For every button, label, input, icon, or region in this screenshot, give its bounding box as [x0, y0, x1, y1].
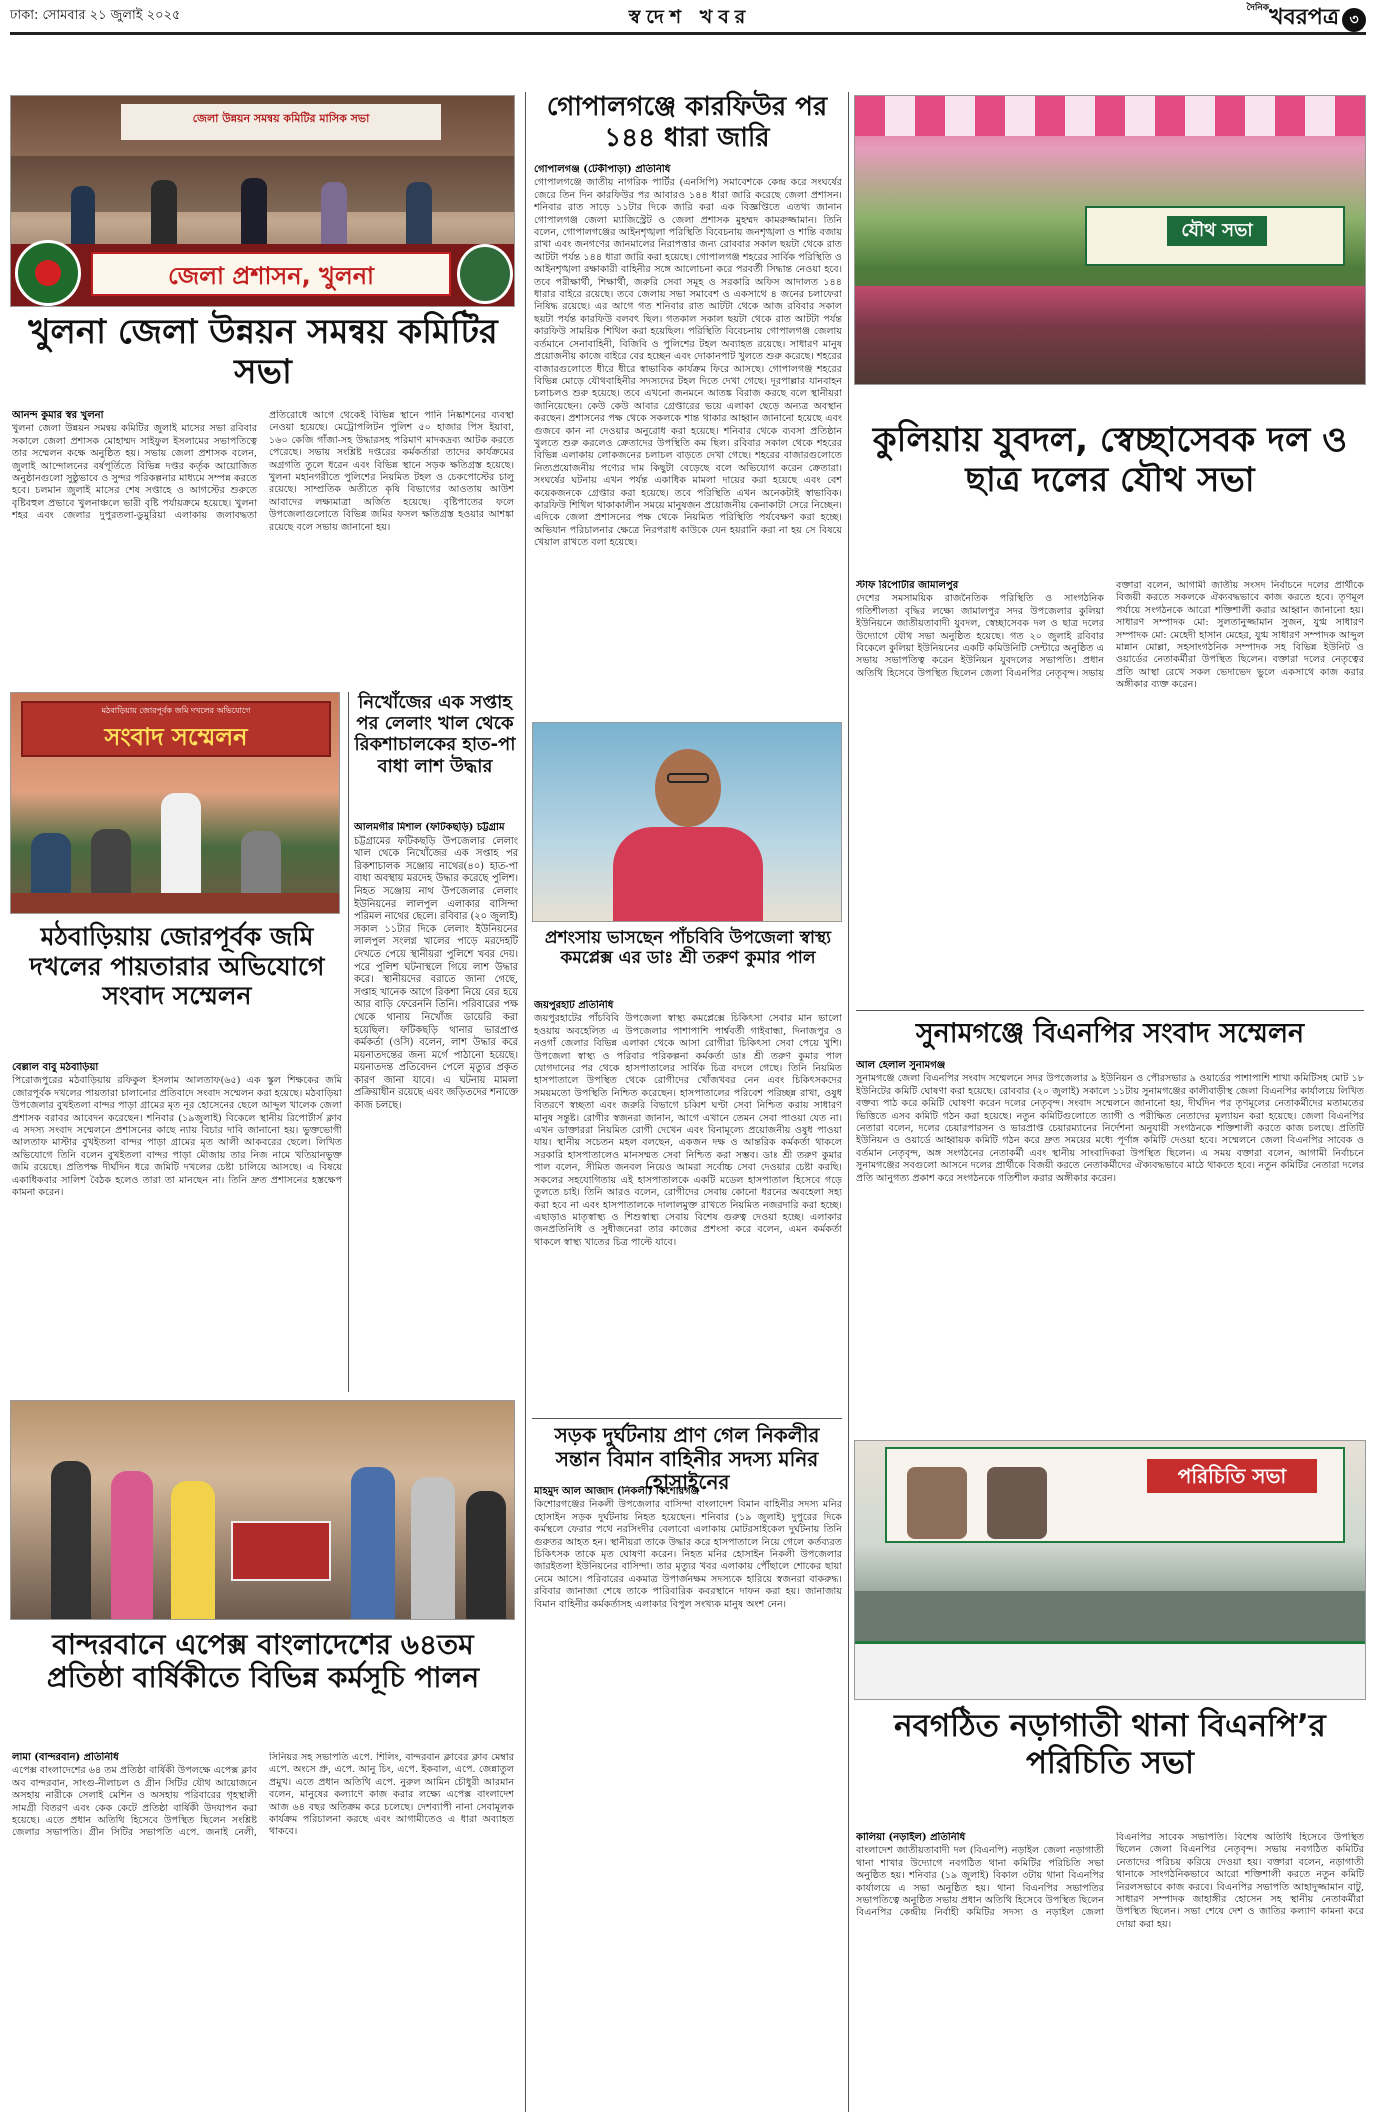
person-silhouette [151, 180, 177, 246]
person-silhouette [111, 1471, 153, 1620]
press-banner [21, 701, 331, 757]
story-divider [532, 1418, 842, 1419]
bandarban-body: এপেক্স বাংলাদেশের ৬৪ তম প্রতিষ্ঠা বার্ষিকী উপলক্ষে এপেক্স ক্লাব অব বান্দরবান, সাংগু-নীলাচল ও গ্রীন সিটির যৌথ আয়োজনে অসহায় নারীকে সেলাই মেশিন ও অসহায় পরিবারের গৃহস্থালী সামগ্রী বিতরণ এবং কেক কেটে প্রতিষ্ঠা বার্ষিকী উদযাপন করা হয়েছে। এতে প্রধান অতিথি হিসেবে উপস্থিত ছিলেন সংশ্লিষ্ট জেলার সভাপতি। গ্রীন সিটির সভাপতি এপে. জনাই নেলী, সিনিয়র সহ সভাপতি এপে. শিলিং, বান্দরবান ক্লাবের ক্লাব মেম্বার এপে. অংসে প্রু, এপে. আনু চিং, এপে. ইকবাল, এপে. জেন্নাতুল প্রমুখ। এতে প্রধান অতিথি এপে. নুরুল আমিন চৌধুরী আরমান বলেন, মানুষের কল্যাণে কাজ করার লক্ষ্যে এপেক্স বাংলাদেশ আজ ৬৪ বছর অতিক্রম করে চলেছে। দেশব্যাপী নানা সেবামূলক কার্যক্রম পরিচালনা করছে এবং আগামীতেও এ ধারা অব্যাহত থাকবে। [12, 1752, 514, 1839]
speaker-figure [161, 793, 201, 893]
nikhonj-body: চট্টগ্রামের ফটিকছড়ি উপজেলার লেলাং খাল থেকে নিখোঁজের এক সপ্তাহ পর রিকশাচালক সঞ্জোয় নাথের(৪০) হাত-পা বাধা অবস্থায় মরদেহ উদ্ধার করেছে পুলিশ। নিহত সঞ্জোয় নাথ উপজেলার লেলাং ইউনিয়নের লালপুল এলাকার বাসিন্দা পরিমল নাথের ছেলে। রবিবার (২০ জুলাই) সকাল ১১টার দিকে লেলাং ইউনিয়নের লালপুল সংলগ্ন খালের পাড়ে মরদেহটি দেখতে পেয়ে স্থানীয়রা পুলিশে খবর দেয়। পরে পুলিশ ঘটনাস্থলে গিয়ে লাশ উদ্ধার করে। স্থানীয়দের বরাতে জানা গেছে, সপ্তাহ খানেক আগে রিকশা নিয়ে বের হয়ে আর বাড়ি ফেরেননি তিনি। পরিবারের পক্ষ থেকে থানায় নিখোঁজ ডায়েরি করা হয়েছিল। ফটিকছড়ি থানার ভারপ্রাপ্ত কর্মকর্তা (ওসি) বলেন, লাশ উদ্ধার করে ময়নাতদন্তের জন্য মর্গে পাঠানো হয়েছে। ময়নাতদন্ত প্রতিবেদন পেলে মৃত্যুর প্রকৃত কারণ জানা যাবে। এ ঘটনায় মামলা প্রক্রিয়াধীন রয়েছে এবং জড়িতদের শনাক্তে কাজ চলছে। [354, 835, 518, 1112]
meeting-banner-title: পরিচিতি সভা [1147, 1459, 1317, 1493]
matbaria-body: পিরোজপুরের মঠবাড়িয়ায় রফিকুল ইসলাম আলতাফ(৬৫) এক স্কুল শিক্ষকের জমি জোরপূর্বক দখলের পায়তারা চালানোর প্রতিবাদে সংবাদ সম্মেলন করা হয়েছে। মঠবাড়িয়া উপজেলার বুখইতলা বান্দর পাড়া গ্রামের মৃত নূর হোসেনের ছেলে আব্দুল খালেক জেলা প্রশাসক বরাবর আবেদন করেছেন। শনিবার (১৯জুলাই) বিকেলে স্থানীয় রিপোর্টার্স ক্লাব এ সদস্য সংবাদ সম্মেলনে প্রশাসনের কাছে ন্যায় বিচার দাবি জানানো হয়। ভুক্তভোগী আলতাফ মাস্টার বুখইতলা বান্দর পাড়া গ্রামের মৃত আলী আকবরের ছেলে। লিখিত অভিযোগে তিনি বলেন বুখইতলা বান্দর পাড়া মৌজায় তার নিজ নামে খতিয়ানভুক্ত জমি রয়েছে। প্রতিপক্ষ দীর্ঘদিন ধরে জমিটি দখলের চেষ্টা চালিয়ে আসছে। এ বিষয়ে একাধিকবার সালিশ বৈঠক হলেও তারা তা মানছেন না। তিনি দ্রুত প্রশাসনের হস্তক্ষেপ কামনা করেন। [12, 1075, 342, 1199]
rally-banner [1085, 206, 1345, 266]
meeting-backdrop-banner [885, 1447, 1345, 1543]
logo-text: খবরপত্র [1269, 5, 1339, 30]
table-cloth [11, 893, 340, 914]
nikhonj-article [354, 822, 518, 1392]
issue-date: ঢাকা: সোমবার ২১ জুলাই ২০২৫ [10, 8, 181, 23]
naragati-body: বাংলাদেশ জাতীয়তাবাদী দল (বিএনপি) নড়াইল জেলা নড়াগাতী থানা শাখার উদ্যোগে নবগঠিত থানা কমিটির পরিচিতি সভা অনুষ্ঠিত হয়। শনিবার (১৯ জুলাই) বিকাল ৩টায় থানা বিএনপির কার্যালয়ে এ সভা অনুষ্ঠিত হয়। থানা বিএনপির সভাপতির সভাপতিত্বে অনুষ্ঠিত সভায় প্রধান অতিথি হিসেবে উপস্থিত ছিলেন বিএনপির কেন্দ্রীয় নির্বাহী কমিটির সদস্য ও নড়াইল জেলা বিএনপির সাবেক সভাপতি। বিশেষ অতিথি হিসেবে উপস্থিত ছিলেন জেলা বিএনপির নেতৃবৃন্দ। সভায় নবগঠিত কমিটির নেতাদের পরিচয় করিয়ে দেওয়া হয়। বক্তারা বলেন, নড়াগাতী থানাকে সাংগঠনিকভাবে আরো শক্তিশালী করতে নতুন কমিটি নিরলসভাবে কাজ করবে। বিএনপির সভাপতি আহাদুজ্জামান বাটু, সাধারণ সম্পাদক জাহাঙ্গীর হোসেন সহ স্থানীয় নেতাকর্মীরা উপস্থিত ছিলেন। সভা শেষে দেশ ও জাতির কল্যাণ কামনা করে দোয়া করা হয়। [856, 1832, 1364, 1930]
person-silhouette [51, 1461, 91, 1620]
sunamganj-headline: সুনামগঞ্জে বিএনপির সংবাদ সম্মেলন [915, 1018, 1305, 1049]
doctor-article [534, 1000, 842, 1410]
section-title: স্বদেশ খবর [628, 6, 752, 28]
district-admin-banner: জেলা প্রশাসন, খুলনা [91, 252, 451, 296]
meeting-banner: জেলা উন্নয়ন সমন্বয় কমিটির মাসিক সভা [121, 104, 441, 140]
bandarban-byline: লামা (বান্দরবান) প্রতিনিধি [12, 1752, 119, 1763]
khulna-headline: খুলনা জেলা উন্নয়ন সমন্বয় কমিটির সভা [28, 312, 498, 393]
accident-article [534, 1486, 842, 2112]
rally-banner-title: যৌথ সভা [1167, 216, 1267, 246]
gopalganj-article [534, 164, 842, 714]
khulna-body: খুলনা জেলা উন্নয়ন সমন্বয় কমিটির জুলাই মাসের সভা রবিবার সকালে জেলা প্রশাসক মোহাম্মদ সাইফুল ইসলামের সভাপতিত্বে তার সম্মেলন কক্ষে অনুষ্ঠিত হয়। সভায় জেলা প্রশাসক বলেন, জুলাই আন্দোলনের বর্ষপূর্তিতে বিভিন্ন দপ্তর কর্তৃক আয়োজিত অনুষ্ঠানগুলো সুষ্ঠুভাবে ও সুন্দর পরিকল্পনার মাধ্যমে সম্পন্ন করতে হবে। চলমান জুলাই মাসের শেষ সপ্তাহে ও আগস্টের শুরুতে বৃষ্টিবহুল প্রভাবে খুলনাঞ্চলে ভারী বৃষ্টি পর্যায়ক্রমে হয়েছে। খুলনা শহর এবং জেলার দুপুরতলা-ডুমুরিয়া এলাকায় জলাবদ্ধতা প্রতিরোধে আগে থেকেই বিভিন্ন স্থানে পানি নিষ্কাশনের ব্যবস্থা নেওয়া হয়েছে। মেট্রোপলিটন পুলিশ ৫০ হাজার পিস ইয়াবা, ১৬০ কেজি গাঁজা-সহ উদ্ধারসহ পরিমাণ মাদকদ্রব্য আটক করতে পেরেছে। সভায় সংশ্লিষ্ট দপ্তরের কর্মকর্তারা তাদের কার্যক্রমের অগ্রগতি তুলে ধরেন এবং বিভিন্ন স্থানে সড়ক ক্ষতিগ্রস্ত হয়েছে। খুলনা মহানগরীতে পুলিশের নিয়মিত টহল ও চেকপোস্টের চালু রয়েছে। সাম্প্রতিক অতীতে কৃষি বিভাগের আওতায় আউশ আবাদের লক্ষ্যমাত্রা অর্জিত হয়েছে। বৃষ্টিপাতের ফলে উপজেলাগুলোতে বিভিন্ন জমির ফসল ক্ষতিগ্রস্ত হওয়ার আশঙ্কা রয়েছে বলে সভায় জানানো হয়। [12, 410, 514, 533]
column-divider [348, 692, 349, 1392]
accident-byline: মাহমুদ আল আজাদ (নিকলী) কিশোরগঞ্জ [534, 1486, 700, 1497]
doctor-body: জয়পুরহাটের পাঁচবিবি উপজেলা স্বাস্থ্য কমপ্লেক্সে চিকিৎসা সেবার মান ভালো হওয়ায় অবহেলিত এ উপজেলার পাশাপাশি পার্শ্ববর্তী গাইবান্ধা, দিনাজপুর ও নওগাঁ জেলার বিভিন্ন এলাকা থেকে আসা রোগীরা চিকিৎসা সেবা পেয়ে খুশি। উপজেলা স্বাস্থ্য ও পরিবার পরিকল্পনা কর্মকর্তা ডাঃ শ্রী তরুণ কুমার পাল যোগদানের পর থেকে হাসপাতালের সার্বিক চিত্র বদলে গেছে। তিনি নিয়মিত হাসপাতালে উপস্থিত থেকে রোগীদের খোঁজখবর নেন এবং চিকিৎসকদের সময়মতো উপস্থিতি নিশ্চিত করেছেন। হাসপাতালের পরিবেশ পরিচ্ছন্ন রাখা, ওষুধ বিতরণে স্বচ্ছতা এবং জরুরি বিভাগে চব্বিশ ঘণ্টা সেবা নিশ্চিত করায় সাধারণ মানুষ সন্তুষ্ট। রোগীর স্বজনরা জানান, আগে এখানে তেমন সেবা পাওয়া যেত না। এখন ডাক্তাররা নিয়মিত রোগী দেখেন এবং বিনামূল্যে প্রয়োজনীয় ওষুধ পাওয়া যায়। স্থানীয় সচেতন মহল বলছেন, একজন দক্ষ ও আন্তরিক কর্মকর্তা থাকলে সরকারি হাসপাতালেও মানসম্মত সেবা নিশ্চিত করা সম্ভব। ডাঃ শ্রী তরুণ কুমার পাল বলেন, সীমিত জনবল নিয়েও আমরা সর্বোচ্চ সেবা দেওয়ার চেষ্টা করছি। সকলের সহযোগিতায় এই হাসপাতালকে একটি মডেল হাসপাতাল হিসেবে গড়ে তুলতে চাই। তিনি আরও বলেন, রোগীদের সেবায় কোনো ধরনের অবহেলা সহ্য করা হবে না এবং হাসপাতালকে দালালমুক্ত রাখতে নিয়মিত নজরদারি করা হচ্ছে। এছাড়াও মাতৃস্বাস্থ্য ও শিশুস্বাস্থ্য সেবায় বিশেষ গুরুত্ব দেওয়া হচ্ছে। এলাকার জনপ্রতিনিধি ও সুধীজনেরা তার কাজের প্রশংসা করে বলেন, এমন কর্মকর্তা থাকলে স্বাস্থ্য খাতের চিত্র পাল্টে যাবে। [534, 1013, 842, 1248]
seated-guests [855, 1591, 1366, 1641]
bandarban-article [12, 1752, 514, 2112]
kuliarchar-headline: কুলিয়ায় যুবদল, স্বেচ্ছাসেবক দল ও ছাত্র দলের যৌথ সভা [872, 420, 1348, 501]
sunamganj-byline: আল হেলাল সুনামগঞ্জ [856, 1060, 946, 1071]
logo-prefix: দৈনিক [1246, 3, 1270, 13]
bandarban-event-photo [10, 1400, 515, 1620]
kuliarchar-byline: স্টাফ রিপোর্টার জামালপুর [856, 580, 959, 591]
matbaria-press-photo [10, 692, 340, 914]
naragati-headline: নবগঠিত নড়াগাতী থানা বিএনপি’র পরিচিতি সভা [894, 1708, 1326, 1781]
press-banner-sub: মঠবাড়িয়ায় জোরপূর্বক জমি দখলের অভিযোগে [101, 706, 251, 715]
naragati-meeting-photo [854, 1440, 1366, 1700]
story-divider [856, 1010, 1364, 1011]
head-table [855, 1641, 1366, 1700]
matbaria-article [12, 1062, 342, 1392]
masthead-rule [10, 32, 1366, 35]
emblem-center [35, 260, 61, 286]
doctor-face [655, 749, 721, 827]
gopalganj-body: গোপালগঞ্জে জাতীয় নাগরিক পার্টির (এনসিপি) সমাবেশকে কেন্দ্র করে সংঘর্ষের জেরে তিন দিন কারফিউর পর আবারও ১৪৪ ধারা জারি করেছে জেলা প্রশাসন। শনিবার রাত সাড়ে ১১টার দিকে জারি করা এক বিজ্ঞপ্তিতে এতথ্য জানান গোপালগঞ্জ জেলা ম্যাজিস্ট্রেট ও জেলা প্রশাসক মুহম্মদ কামরুজ্জামান। তিনি বলেন, গোপালগঞ্জের আইনশৃঙ্খলা পরিস্থিতি বিবেচনায় জনশৃঙ্খলা ও শান্তি বজায় রাখা এবং জনগণের জানমালের নিরাপত্তার জন্য রোববার সকাল ছয়টা থেকে রাত আটটা পর্যন্ত ১৪৪ ধারা জারি করা হয়েছে। গোপালগঞ্জ শহরের সার্বিক পরিস্থিতি ও আইনশৃঙ্খলা রক্ষাকারী বাহিনীর সঙ্গে আলোচনা করে পরবর্তী সিদ্ধান্ত নেওয়া হবে। তবে পরীক্ষার্থী, শিক্ষার্থী, জরুরি সেবা সমূহ ও সরকারি অফিস আদালত ১৪৪ ধারার বাইরে রয়েছে। তবে জেলায় সভা সমাবেশ ও একসাথে ৪ জনের চলাফেরা নিষিদ্ধ রয়েছে। এর আগে গত শনিবার রাত আটটা থেকে আজ রবিবার সকাল ছয়টা পর্যন্ত কারফিউ বলবৎ ছিল। গতকাল সকাল ছয়টা থেকে রাত আটটা পর্যন্ত কারফিউ সাময়িক শিথিল করা হয়েছিল। পরিস্থিতি বিবেচনায় গোপালগঞ্জ জেলায় বর্তমানে সেনাবাহিনী, বিজিবি ও পুলিশের টহল অব্যাহত রয়েছে। সাধারণ মানুষ প্রয়োজনীয় কাজে বাইরে বের হচ্ছেন এবং দোকানপাট খুলতে শুরু করেছে। শহরের বাজারগুলোতে ধীরে ধীরে স্বাভাবিক কার্যক্রম ফিরে আসছে। গোপালগঞ্জ শহরের বিভিন্ন মোড়ে যৌথবাহিনীর সদস্যদের টহল দিতে দেখা গেছে। দূরপাল্লার যানবাহন চলাচলও শুরু হয়েছে। তবে এখনো জনমনে আতঙ্ক বিরাজ করছে বলে স্থানীয়রা জানিয়েছেন। কেউ কেউ আবার গ্রেপ্তারের ভয়ে এলাকা ছেড়ে অন্যত্র অবস্থান করছেন। প্রশাসনের পক্ষ থেকে সকলকে শান্ত থাকার আহ্বান জানানো হয়েছে এবং গুজবে কান না দেওয়ার অনুরোধ করা হয়েছে। শনিবার থেকে ব্যবসা প্রতিষ্ঠান খুলতে শুরু করলেও ক্রেতাদের উপস্থিতি কম ছিল। রবিবার সকাল থেকে শহরের বিভিন্ন এলাকায় লোকজনের চলাচল বাড়তে দেখা গেছে। শহরের বাজারগুলোতে নিত্যপ্রয়োজনীয় পণ্যের দাম কিছুটা বেড়েছে বলে অভিযোগ করেন ক্রেতারা। সংঘর্ষের ঘটনায় এখন পর্যন্ত একাধিক মামলা দায়ের করা হয়েছে এবং বেশ কয়েকজনকে গ্রেপ্তার করা হয়েছে। তবে পরিস্থিতি এখন অনেকটাই স্বাভাবিক। কারফিউ শিথিল থাকাকালীন সময়ে মানুষজন প্রয়োজনীয় কেনাকাটা সেরে নিচ্ছেন। এদিকে জেলা প্রশাসনের পক্ষ থেকে নিয়মিত পরিস্থিতি পর্যবেক্ষণ করা হচ্ছে। অভিযান পরিচালনার ক্ষেত্রে নিরপরাধ কাউকে যেন হয়রানি করা না হয় সে বিষয়ে খেয়াল রাখতে বলা হয়েছে। [534, 177, 842, 549]
nikhonj-byline: আলমগীর মিশাল (ফটিকছড়ি) চট্টগ্রাম [354, 822, 505, 833]
khulna-byline: আনন্দ কুমার স্বর খুলনা [12, 410, 104, 421]
person-silhouette [241, 178, 267, 246]
naragati-article [856, 1832, 1364, 2112]
naragati-byline: কালিয়া (নড়াইল) প্রতিনিধি [856, 1832, 966, 1843]
column-divider [848, 92, 849, 2112]
doctor-headline: প্রশংসায় ভাসছেন পাঁচবিবি উপজেলা স্বাস্থ্য কমপ্লেক্স এর ডাঃ শ্রী তরুণ কুমার পাল [544, 928, 832, 969]
person-silhouette [406, 182, 432, 246]
person-silhouette [171, 1481, 215, 1620]
kuliarchar-rally-photo [854, 95, 1366, 385]
column-divider [525, 92, 526, 2112]
doctor-shirt [613, 827, 763, 922]
bangladesh-emblem-icon [15, 240, 81, 306]
person-silhouette [411, 1477, 455, 1620]
district-logo-icon [457, 244, 513, 304]
gopalganj-headline: গোপালগঞ্জে কারফিউর পর ১৪৪ ধারা জারি [546, 92, 828, 153]
leader-portrait [987, 1467, 1047, 1539]
page-number: ৩ [1342, 8, 1366, 32]
gopalganj-byline: গোপালগঞ্জ (টেকীপাড়া) প্রতিনিধি [534, 164, 671, 175]
person-silhouette [466, 1491, 506, 1620]
sunamganj-body: সুনামগঞ্জে জেলা বিএনপির সংবাদ সম্মেলনে সদর উপজেলার ৯ ইউনিয়ন ও পৌরসভার ৯ ওয়ার্ডের পাশাপাশি শাখা কমিটিসহ মোট ১৮ ইউনিটের কমিটি ঘোষণা করা হয়েছে। রোববার (২০ জুলাই) সকালে ১১টায় সুনামগঞ্জের কালীবাড়ীস্থ জেলা বিএনপির কার্যালয়ে লিখিত বক্তব্য পাঠ করে কমিটি ঘোষণা করেন দলের নেতৃবৃন্দ। সংবাদ সম্মেলনে জানানো হয়, দীর্ঘদিন পর তৃণমূলের নেতাকর্মীদের মতামতের ভিত্তিতে এসব কমিটি গঠন করা হয়েছে। নতুন কমিটিগুলোতে ত্যাগী ও পরীক্ষিত নেতাদের মূল্যায়ন করা হয়েছে। জেলা বিএনপির নেতারা বলেন, দলের চেয়ারপারসন ও ভারপ্রাপ্ত চেয়ারম্যানের নির্দেশনা অনুযায়ী সংগঠনকে শক্তিশালী করতে কাজ চলছে। প্রতিটি ইউনিয়ন ও ওয়ার্ডে আহ্বায়ক কমিটি গঠন করে দ্রুত সময়ের মধ্যে পূর্ণাঙ্গ কমিটি দেওয়া হবে। সম্মেলনে জেলা বিএনপির সাবেক ও বর্তমান নেতৃবৃন্দ, অঙ্গ সংগঠনের নেতাকর্মী এবং স্থানীয় সাংবাদিকরা উপস্থিত ছিলেন। এ সময় বক্তারা বলেন, আগামী নির্বাচনে সুনামগঞ্জের সবগুলো আসনে দলের প্রার্থীকে বিজয়ী করতে নেতাকর্মীদের ঐক্যবদ্ধভাবে মাঠে থাকতে হবে। নতুন কমিটির নেতারা দলের প্রতি আনুগত্য প্রকাশ করে সংগঠনকে গতিশীল করার অঙ্গীকার করেন। [856, 1073, 1364, 1184]
eyeglasses-icon [667, 773, 709, 783]
doctor-byline: জয়পুরহাট প্রতিনিধি [534, 1000, 614, 1011]
kuliarchar-article [856, 580, 1364, 1000]
person-silhouette [351, 1467, 395, 1620]
sunamganj-article [856, 1060, 1364, 1430]
sewing-machine-box [231, 1521, 331, 1581]
khulna-meeting-photo [10, 95, 515, 307]
matbaria-byline: বেল্লাল বাবু মঠবাড়িয়া [12, 1062, 99, 1073]
press-banner-title: সংবাদ সম্মেলন [104, 723, 248, 751]
audience-crowd [855, 286, 1366, 385]
nikhonj-headline: নিখোঁজের এক সপ্তাহ পর লেলাং খাল থেকে রিকশাচালকের হাত-পা বাধা লাশ উদ্ধার [354, 692, 516, 777]
leader-portrait [907, 1467, 967, 1539]
khulna-article [12, 410, 514, 680]
bandarban-headline: বান্দরবানে এপেক্স বাংলাদেশের ৬৪তম প্রতিষ্ঠা বার্ষিকীতে বিভিন্ন কর্মসূচি পালন [46, 1628, 480, 1695]
accident-body: কিশোরগঞ্জের নিকলী উপজেলার বাসিন্দা বাংলাদেশ বিমান বাহিনীর সদস্য মনির হোসাইন সড়ক দুর্ঘটনায় নিহত হয়েছেন। শনিবার (১৯ জুলাই) দুপুরের দিকে কর্মস্থলে ফেরার পথে নরসিংদীর বেলাবো এলাকায় মোটরসাইকেল দুর্ঘটনায় তিনি গুরুতর আহত হন। স্থানীয়রা তাকে উদ্ধার করে হাসপাতালে নিয়ে গেলে কর্তব্যরত চিকিৎসক তাকে মৃত ঘোষণা করেন। নিহত মনির হোসাইন নিকলী উপজেলার জারইতলা ইউনিয়নের বাসিন্দা। তার মৃত্যুর খবর এলাকায় পৌঁছালে শোকের ছায়া নেমে আসে। পরিবারের একমাত্র উপার্জনক্ষম সদস্যকে হারিয়ে স্বজনরা বাকরুদ্ধ। রবিবার জানাজা শেষে তাকে পারিবারিক কবরস্থানে দাফন করা হয়। জানাজায় বিমান বাহিনীর কর্মকর্তাসহ এলাকার বিপুল সংখ্যক মানুষ অংশ নেন। [534, 1499, 842, 1610]
person-silhouette [91, 829, 131, 903]
doctor-portrait-photo [532, 722, 842, 922]
person-silhouette [321, 182, 347, 246]
tent-canopy [855, 96, 1366, 136]
kuliarchar-body: দেশের সমসাময়িক রাজনৈতিক পরিস্থিতি ও সাংগঠনিক গতিশীলতা বৃদ্ধির লক্ষ্যে জামালপুর সদর উপজেলার কুলিয়া ইউনিয়নে জাতীয়তাবাদী যুবদল, স্বেচ্ছাসেবক দল ও ছাত্র দলের উদ্যোগে যৌথ সভা অনুষ্ঠিত হয়েছে। গত ২০ জুলাই রবিবার বিকেলে কুলিয়া ইউনিয়নের একটি কমিউনিটি সেন্টারে অনুষ্ঠিত এ সভায় সভাপতিত্ব করেন ইউনিয়ন যুবদলের সভাপতি। প্রধান অতিথি হিসেবে উপস্থিত ছিলেন জেলা বিএনপির নেতৃবৃন্দ। সভায় বক্তারা বলেন, আগামী জাতীয় সংসদ নির্বাচনে দলের প্রার্থীকে বিজয়ী করতে সকলকে ঐক্যবদ্ধভাবে কাজ করতে হবে। তৃণমূল পর্যায়ে সংগঠনকে আরো শক্তিশালী করার আহ্বান জানানো হয়। সাধারণ সম্পাদক মো: সুলতানুজ্জামান সুজন, যুগ্ম সাধারণ সম্পাদক মো: মেহেদী হাসান মেহের, যুগ্ম সাধারণ সম্পাদক আব্দুল মান্নান মোল্লা, সহসাংগঠনিক সম্পাদক সহ বিভিন্ন ইউনিট ও ওয়ার্ডের নেতাকর্মীরা উপস্থিত ছিলেন। বক্তারা দলের নেতৃত্বের প্রতি আস্থা রেখে সকল ভেদাভেদ ভুলে একসাথে কাজ করার অঙ্গীকার ব্যক্ত করেন। [856, 580, 1364, 691]
person-silhouette [71, 186, 95, 246]
matbaria-headline: মঠবাড়িয়ায় জোরপূর্বক জমি দখলের পায়তারার অভিযোগে সংবাদ সম্মেলন [29, 922, 325, 1010]
accident-headline: সড়ক দুর্ঘটনায় প্রাণ গেল নিকলীর সন্তান বিমান বাহিনীর সদস্য মনির হোসাইনের [554, 1423, 820, 1495]
